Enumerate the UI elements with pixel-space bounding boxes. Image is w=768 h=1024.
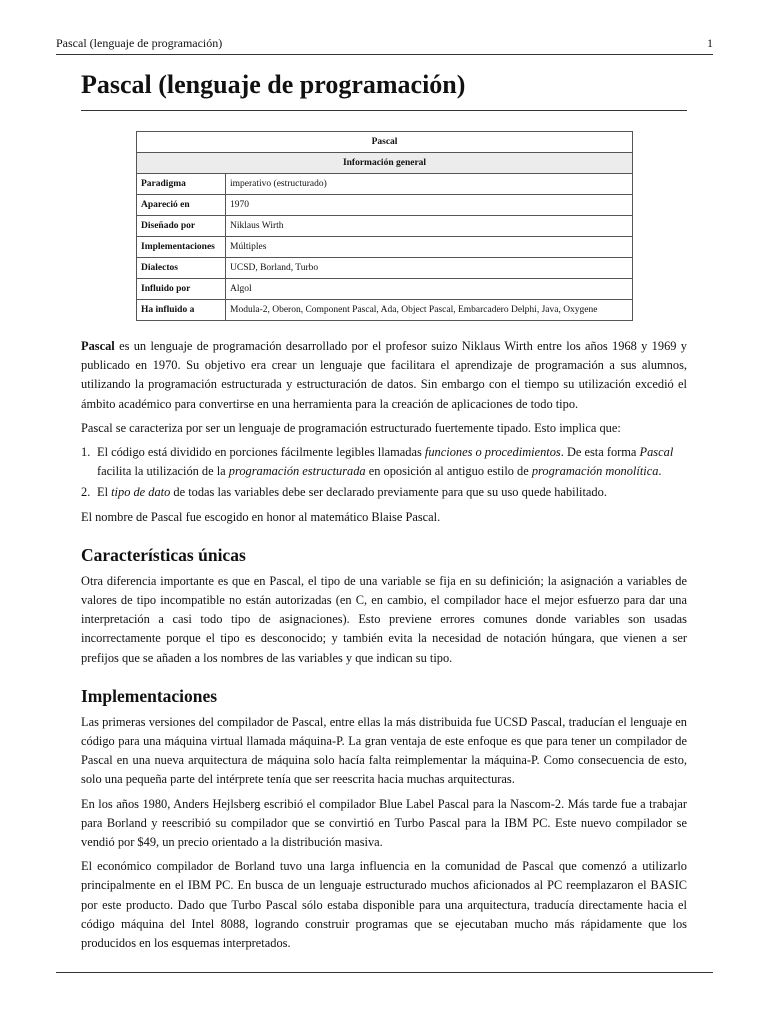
list-emphasis: funciones o procedimientos (424, 445, 561, 460)
list-emphasis: tipo de dato (111, 485, 171, 500)
intro-text: es un lenguaje de programación desarrollado por el profesor suizo Niklaus Wirth entre los años 1968 y 1969 y publicado en 1970. Su objetivo era crear un lenguaje que facilitara el aprendizaje de programación a sus alumnos, utilizando la programación estructurada y estructuración de datos. Sin embargo con el tiempo su utilización excedió el ámbito académico para convertirse en una herramienta para la creación de aplicaciones de todo tipo. (81, 339, 687, 411)
infobox-label: Paradigma (137, 174, 226, 195)
list-emphasis: Pascal (639, 445, 674, 460)
infobox-value: 1970 (226, 195, 633, 216)
page-title: Pascal (lenguaje de programación) (81, 70, 466, 99)
infobox-title: Pascal (137, 132, 633, 153)
list-emphasis: programación estructurada (228, 464, 366, 479)
section-paragraph: Las primeras versiones del compilador de Pascal, entre ellas la más distribuida fue UCSD Pascal, traducían el lenguaje en código para una máquina virtual llamada máquina-P. La gran ventaja de este enfoque es que para tener un compilador de Pascal en una nueva arquitectura de máquina solo hacía falta reimplementar la máquina-P. Como consecuencia de esto, solo una pequeña parte del intérprete tenía que ser reescrita hacia muchas arquitecturas. (81, 714, 687, 787)
infobox-table (136, 131, 633, 321)
list-number: 1. (81, 445, 91, 460)
section-paragraph: El económico compilador de Borland tuvo una larga influencia en la comunidad de Pascal que comenzó a utilizarlo principalmente en el IBM PC. En busca de un lenguaje estructurado muchos aficionados al PC reemplazaron el BASIC por este producto. Dado que Turbo Pascal sólo estaba disponible para una arquitectura, traducía directamente hacia el código máquina del Intel 8088, logrando construir programas que se ejecutaban mucho más rápidamente que los producidos en los esquemas interpretados. (81, 859, 687, 951)
infobox-row (137, 279, 633, 300)
feature-list (81, 443, 687, 503)
list-text: facilita la utilización de la (97, 464, 229, 479)
infobox-label: Diseñado por (137, 216, 226, 237)
infobox-value: Modula-2, Oberon, Component Pascal, Ada, Object Pascal, Embarcadero Delphi, Java, Oxygene (226, 300, 633, 321)
list-emphasis: programación monolítica (531, 464, 659, 479)
list-text: de todas las variables debe ser declarado previamente para que su uso quede habilitado. (170, 485, 607, 500)
infobox-title-row (137, 132, 633, 153)
infobox-value: Algol (226, 279, 633, 300)
infobox-value: UCSD, Borland, Turbo (226, 258, 633, 279)
list-text: El (97, 485, 112, 500)
infobox-label: Apareció en (137, 195, 226, 216)
section-paragraph: Otra diferencia importante es que en Pascal, el tipo de una variable se fija en su definición; la asignación a variables de valores de tipo incompatible no están autorizadas (en C, en cambio, el compilador hace el mejor esfuerzo para dar una interpretación a casi todo tipo de asignaciones). Esto previene errores comunes donde variables son usadas incorrectamente porque el tipo es desconocido; y también evita la necesidad de notación húngara, que vienen a ser prefijos que se añaden a los nombres de las variables y que indican su tipo. (81, 573, 687, 665)
infobox-label: Ha influido a (137, 300, 226, 321)
infobox-label: Influido por (137, 279, 226, 300)
intro-paragraph-2: Pascal se caracteriza por ser un lenguaje de programación estructurado fuertemente tipado. Esto implica que: (81, 420, 621, 435)
intro-lead-term: Pascal (81, 339, 115, 353)
running-header (56, 36, 713, 51)
section-heading-implementaciones: Implementaciones (81, 685, 218, 706)
infobox-row (137, 174, 633, 195)
infobox-value: Múltiples (226, 237, 633, 258)
infobox-row (137, 237, 633, 258)
list-text: . (658, 464, 662, 479)
infobox-section-header: Información general (137, 153, 633, 174)
list-text: . De esta forma (560, 445, 640, 460)
intro-paragraph-3: El nombre de Pascal fue escogido en honor al matemático Blaise Pascal. (81, 509, 441, 524)
list-item (81, 443, 687, 481)
infobox-row (137, 258, 633, 279)
list-text: en oposición al antiguo estilo de (365, 464, 532, 479)
running-header-title: Pascal (lenguaje de programación) (56, 36, 223, 50)
infobox-row (137, 195, 633, 216)
list-text: El código está dividido en porciones fácilmente legibles llamadas (97, 445, 425, 460)
header-divider (56, 54, 713, 55)
infobox-section-row (137, 153, 633, 174)
title-divider (81, 110, 687, 111)
section-paragraph: En los años 1980, Anders Hejlsberg escribió el compilador Blue Label Pascal para la Nascom-2. Más tarde fue a trabajar para Borland y reescribió su compilador que se convirtió en Turbo Pascal para la IBM PC. Este nuevo compilador se vendió por $49, un precio orientado a la distribución masiva. (81, 796, 687, 850)
infobox-label: Implementaciones (137, 237, 226, 258)
infobox-row (137, 216, 633, 237)
infobox-value: imperativo (estructurado) (226, 174, 633, 195)
infobox-row (137, 300, 633, 321)
footer-divider (56, 972, 713, 973)
article-body (81, 337, 687, 958)
infobox-value: Niklaus Wirth (226, 216, 633, 237)
list-number: 2. (81, 485, 91, 500)
intro-paragraph (81, 337, 687, 414)
section-heading-caracteristicas: Características únicas (81, 544, 246, 565)
list-item (81, 483, 687, 502)
infobox-label: Dialectos (137, 258, 226, 279)
page-number: 1 (707, 36, 713, 50)
